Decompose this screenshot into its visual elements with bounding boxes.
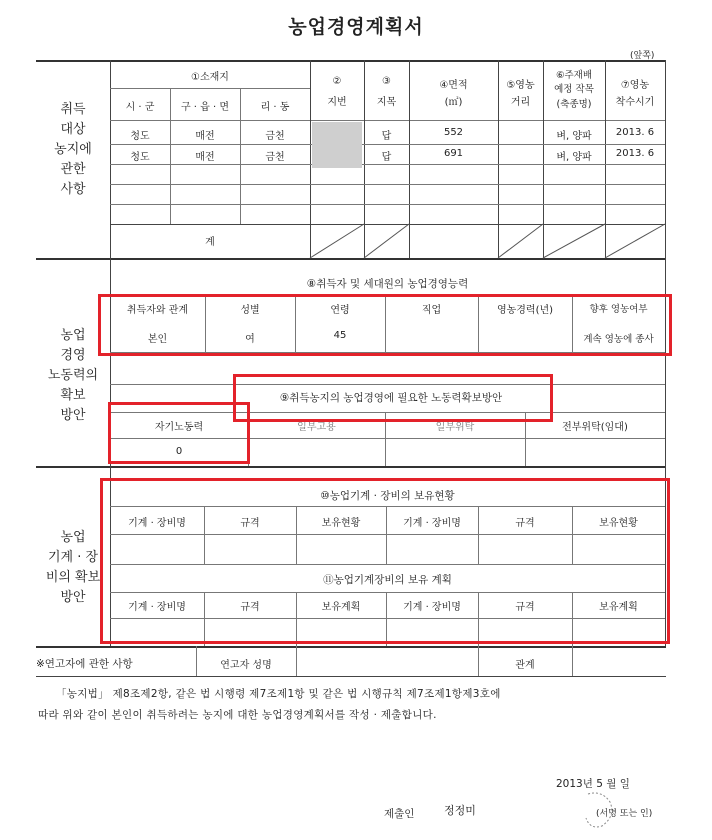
h-job: 직업 <box>421 305 442 316</box>
own-h-spec-2: 규격 <box>515 518 535 529</box>
page-title: 농업경영계획서 <box>288 16 424 38</box>
col-sigun: 시 · 군 <box>125 102 155 113</box>
own-h-status-2: 보유현황 <box>599 518 638 529</box>
h-sex: 성별 <box>240 305 260 316</box>
own-h-name-2: 기계 · 장비명 <box>403 518 461 529</box>
col-start2: 착수시기 <box>615 97 655 108</box>
labor-plan-header: ⑨취득농지의 농업경영에 필요한 노동력확보방안 <box>279 392 503 404</box>
h-relation: 취득자와 관계 <box>126 305 189 316</box>
machine-plan-header: ⑪농업기계장비의 보유 계획 <box>323 574 452 586</box>
part-consign-label: 일부위탁 <box>435 422 475 433</box>
value-relation: 본인 <box>147 334 168 345</box>
plan-h-plan: 보유계획 <box>321 602 361 613</box>
value-future: 계속 영농에 종사 <box>583 334 654 345</box>
highlight-labor-plan <box>233 374 553 422</box>
plan-h-plan-2: 보유계획 <box>599 602 638 613</box>
plan-h-spec-2: 규격 <box>515 602 535 613</box>
own-h-status: 보유현황 <box>321 518 361 529</box>
submitter-name: 정정미 <box>444 804 476 817</box>
contact-relation-label: 관계 <box>515 660 535 671</box>
plan-h-spec: 규격 <box>240 602 260 613</box>
col-crop2: 예정 작목 <box>554 84 594 95</box>
declaration-text: 「농지법」 제8조제2항, 같은 법 시행령 제7조제1항 및 같은 법 시행규칙 제7조제1항제3호에 따라 위와 같이 본인이 취득하려는 농지에 대한 농업경영계획서를 작성 · 제출합니다. <box>38 688 501 721</box>
value-age: 45 <box>333 330 347 341</box>
h-future: 향후 영농여부 <box>589 304 648 315</box>
self-labor-value: 0 <box>175 446 183 457</box>
col-gu: 구 · 읍 · 면 <box>180 102 230 113</box>
labor-section-label: 농업 경영 노동력의 확보 방안 <box>47 328 99 423</box>
highlight-self-labor <box>108 402 250 464</box>
location-header: ①소재지 <box>191 72 229 83</box>
own-h-name: 기계 · 장비명 <box>128 518 186 529</box>
machine-own-header: ⑩농업기계 · 장비의 보유현황 <box>320 490 455 502</box>
self-labor-label: 자기노동력 <box>154 422 204 433</box>
h-career: 영농경력(년) <box>496 305 554 316</box>
plan-h-name: 기계 · 장비명 <box>128 602 186 613</box>
value-sex: 여 <box>245 334 255 345</box>
col-ri: 리 · 동 <box>260 102 290 113</box>
col-area-unit: (㎡) <box>444 97 463 108</box>
highlight-machinery <box>100 478 670 644</box>
col-jibun-no: ② <box>332 76 342 87</box>
col-start: ⑦영농 <box>620 80 650 91</box>
total-label: 계 <box>205 237 215 248</box>
plan-h-name-2: 기계 · 장비명 <box>403 602 461 613</box>
page-mark: (앞쪽) <box>630 51 655 61</box>
signature-note: (서명 또는 인) <box>596 809 653 819</box>
col-jibun: 지번 <box>327 97 347 108</box>
contact-label: ※연고자에 관한 사항 <box>36 658 133 670</box>
col-crop3: (축종명) <box>556 99 592 110</box>
col-crop: ⑥주재배 <box>555 70 593 81</box>
full-consign-label: 전부위탁(임대) <box>562 422 628 433</box>
col-area: ④면적 <box>439 80 468 91</box>
part-hire-label: 일부고용 <box>297 422 336 433</box>
farming-ability-header: ⑧취득자 및 세대원의 농업경영능력 <box>306 278 469 290</box>
col-jimok-no: ③ <box>382 76 391 87</box>
contact-name-label: 연고자 성명 <box>220 660 272 671</box>
col-distance: ⑤영농 <box>506 80 535 91</box>
highlight-farming-ability <box>98 294 672 356</box>
submitter-label: 제출인 <box>384 808 415 820</box>
seal-stamp-mark <box>580 788 620 832</box>
land-section-label: 취득 대상 농지에 관한 사항 <box>54 102 92 197</box>
col-jimok: 지목 <box>376 97 397 108</box>
machine-section-label: 농업 기계 · 장 비의 확보 방안 <box>45 530 101 605</box>
h-age: 연령 <box>330 305 350 316</box>
col-distance2: 거리 <box>510 97 531 108</box>
own-h-spec: 규격 <box>240 518 260 529</box>
submission-date: 2013년 5 월 일 <box>556 778 630 790</box>
